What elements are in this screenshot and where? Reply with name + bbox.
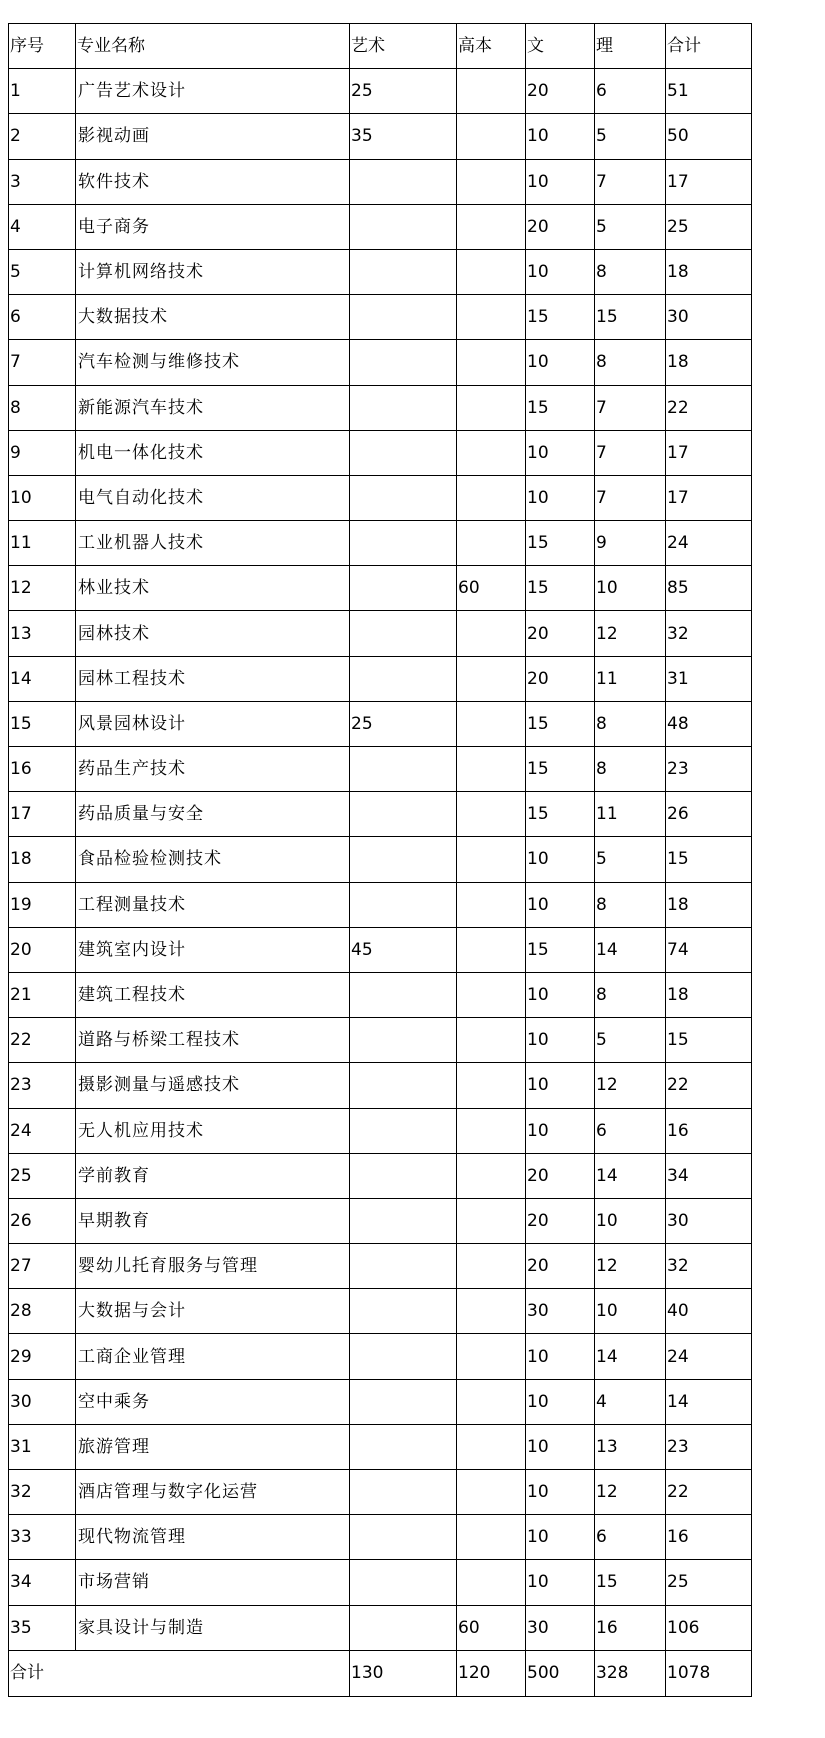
science-count: 15	[595, 295, 666, 340]
row-index: 33	[9, 1515, 76, 1560]
table-row	[9, 340, 752, 385]
science-count: 5	[595, 1018, 666, 1063]
liberal-arts-count: 10	[526, 1018, 595, 1063]
row-total: 50	[666, 114, 752, 159]
row-index: 6	[9, 295, 76, 340]
liberal-arts-count: 20	[526, 204, 595, 249]
gaoben-count	[457, 249, 526, 294]
liberal-arts-count: 30	[526, 1289, 595, 1334]
science-count: 11	[595, 656, 666, 701]
row-total: 26	[666, 792, 752, 837]
table-row	[9, 1605, 752, 1650]
header-index: 序号	[9, 24, 76, 69]
art-count	[350, 385, 457, 430]
table-row	[9, 430, 752, 475]
science-count: 13	[595, 1424, 666, 1469]
table-row	[9, 1334, 752, 1379]
major-name: 市场营销	[76, 1560, 350, 1605]
major-name: 摄影测量与遥感技术	[76, 1063, 350, 1108]
table-row	[9, 837, 752, 882]
science-count: 7	[595, 430, 666, 475]
liberal-arts-count: 20	[526, 1244, 595, 1289]
art-count	[350, 1198, 457, 1243]
science-count: 11	[595, 792, 666, 837]
art-count: 35	[350, 114, 457, 159]
gaoben-count	[457, 1018, 526, 1063]
art-count	[350, 295, 457, 340]
table-row	[9, 1063, 752, 1108]
row-index: 27	[9, 1244, 76, 1289]
row-total: 15	[666, 1018, 752, 1063]
art-count	[350, 837, 457, 882]
major-name: 药品质量与安全	[76, 792, 350, 837]
gaoben-count	[457, 475, 526, 520]
liberal-arts-count: 10	[526, 1424, 595, 1469]
gaoben-count	[457, 1108, 526, 1153]
gaoben-count	[457, 1424, 526, 1469]
total-art: 130	[350, 1650, 457, 1696]
row-total: 24	[666, 1334, 752, 1379]
gaoben-count	[457, 701, 526, 746]
science-count: 14	[595, 1334, 666, 1379]
art-count	[350, 1424, 457, 1469]
liberal-arts-count: 30	[526, 1605, 595, 1650]
gaoben-count	[457, 385, 526, 430]
science-count: 5	[595, 204, 666, 249]
science-count: 8	[595, 701, 666, 746]
liberal-arts-count: 10	[526, 1560, 595, 1605]
row-total: 51	[666, 69, 752, 114]
art-count: 25	[350, 701, 457, 746]
art-count	[350, 340, 457, 385]
major-name: 新能源汽车技术	[76, 385, 350, 430]
table-row	[9, 927, 752, 972]
row-total: 23	[666, 1424, 752, 1469]
major-name: 大数据与会计	[76, 1289, 350, 1334]
row-index: 34	[9, 1560, 76, 1605]
major-name: 家具设计与制造	[76, 1605, 350, 1650]
row-index: 30	[9, 1379, 76, 1424]
row-index: 18	[9, 837, 76, 882]
major-name: 药品生产技术	[76, 747, 350, 792]
row-total: 34	[666, 1153, 752, 1198]
liberal-arts-count: 10	[526, 882, 595, 927]
table-header-row	[9, 24, 752, 69]
table-row	[9, 882, 752, 927]
header-major-name: 专业名称	[76, 24, 350, 69]
major-name: 学前教育	[76, 1153, 350, 1198]
gaoben-count	[457, 69, 526, 114]
row-index: 2	[9, 114, 76, 159]
art-count	[350, 1153, 457, 1198]
gaoben-count	[457, 611, 526, 656]
gaoben-count	[457, 1153, 526, 1198]
science-count: 7	[595, 159, 666, 204]
major-name: 大数据技术	[76, 295, 350, 340]
row-total: 17	[666, 159, 752, 204]
science-count: 6	[595, 1108, 666, 1153]
liberal-arts-count: 10	[526, 1108, 595, 1153]
row-total: 18	[666, 882, 752, 927]
row-total: 30	[666, 1198, 752, 1243]
table-row	[9, 295, 752, 340]
science-count: 8	[595, 249, 666, 294]
table-row	[9, 1470, 752, 1515]
liberal-arts-count: 20	[526, 656, 595, 701]
row-index: 10	[9, 475, 76, 520]
art-count	[350, 656, 457, 701]
gaoben-count	[457, 1334, 526, 1379]
liberal-arts-count: 10	[526, 837, 595, 882]
gaoben-count	[457, 521, 526, 566]
row-index: 28	[9, 1289, 76, 1334]
art-count	[350, 249, 457, 294]
major-name: 软件技术	[76, 159, 350, 204]
liberal-arts-count: 10	[526, 340, 595, 385]
row-index: 20	[9, 927, 76, 972]
gaoben-count	[457, 837, 526, 882]
row-index: 24	[9, 1108, 76, 1153]
total-science: 328	[595, 1650, 666, 1696]
row-total: 30	[666, 295, 752, 340]
header-gaoben: 高本	[457, 24, 526, 69]
major-name: 园林技术	[76, 611, 350, 656]
row-index: 4	[9, 204, 76, 249]
art-count	[350, 882, 457, 927]
science-count: 14	[595, 927, 666, 972]
table-row	[9, 1244, 752, 1289]
major-name: 工业机器人技术	[76, 521, 350, 566]
table-row	[9, 1424, 752, 1469]
liberal-arts-count: 10	[526, 159, 595, 204]
art-count	[350, 611, 457, 656]
row-index: 8	[9, 385, 76, 430]
liberal-arts-count: 15	[526, 927, 595, 972]
row-total: 22	[666, 1063, 752, 1108]
liberal-arts-count: 15	[526, 747, 595, 792]
gaoben-count	[457, 1470, 526, 1515]
major-name: 林业技术	[76, 566, 350, 611]
gaoben-count	[457, 1244, 526, 1289]
major-name: 道路与桥梁工程技术	[76, 1018, 350, 1063]
gaoben-count	[457, 340, 526, 385]
row-index: 5	[9, 249, 76, 294]
major-name: 风景园林设计	[76, 701, 350, 746]
row-index: 12	[9, 566, 76, 611]
liberal-arts-count: 15	[526, 295, 595, 340]
science-count: 12	[595, 611, 666, 656]
row-index: 23	[9, 1063, 76, 1108]
gaoben-count: 60	[457, 1605, 526, 1650]
row-total: 22	[666, 1470, 752, 1515]
table-row	[9, 385, 752, 430]
major-name: 汽车检测与维修技术	[76, 340, 350, 385]
liberal-arts-count: 15	[526, 701, 595, 746]
table-row	[9, 656, 752, 701]
major-name: 婴幼儿托育服务与管理	[76, 1244, 350, 1289]
science-count: 14	[595, 1153, 666, 1198]
gaoben-count	[457, 1515, 526, 1560]
row-index: 16	[9, 747, 76, 792]
row-index: 31	[9, 1424, 76, 1469]
table-row	[9, 1198, 752, 1243]
major-name: 电气自动化技术	[76, 475, 350, 520]
row-total: 23	[666, 747, 752, 792]
total-gaoben: 120	[457, 1650, 526, 1696]
gaoben-count	[457, 656, 526, 701]
table-row	[9, 1289, 752, 1334]
major-name: 园林工程技术	[76, 656, 350, 701]
science-count: 9	[595, 521, 666, 566]
total-label: 合计	[9, 1650, 350, 1696]
row-total: 85	[666, 566, 752, 611]
science-count: 12	[595, 1063, 666, 1108]
table-row	[9, 159, 752, 204]
row-total: 16	[666, 1108, 752, 1153]
row-total: 25	[666, 1560, 752, 1605]
table-row	[9, 747, 752, 792]
table-row	[9, 114, 752, 159]
row-total: 18	[666, 972, 752, 1017]
table-row	[9, 1018, 752, 1063]
row-total: 15	[666, 837, 752, 882]
major-name: 早期教育	[76, 1198, 350, 1243]
art-count	[350, 1289, 457, 1334]
row-total: 18	[666, 249, 752, 294]
row-index: 21	[9, 972, 76, 1017]
row-total: 40	[666, 1289, 752, 1334]
row-index: 1	[9, 69, 76, 114]
row-index: 13	[9, 611, 76, 656]
table-row	[9, 1379, 752, 1424]
table-row	[9, 1108, 752, 1153]
major-name: 工商企业管理	[76, 1334, 350, 1379]
art-count	[350, 204, 457, 249]
liberal-arts-count: 10	[526, 114, 595, 159]
gaoben-count	[457, 882, 526, 927]
table-row	[9, 792, 752, 837]
gaoben-count	[457, 1560, 526, 1605]
grand-total: 1078	[666, 1650, 752, 1696]
row-index: 7	[9, 340, 76, 385]
science-count: 12	[595, 1470, 666, 1515]
liberal-arts-count: 10	[526, 249, 595, 294]
art-count	[350, 747, 457, 792]
row-total: 32	[666, 1244, 752, 1289]
row-index: 19	[9, 882, 76, 927]
art-count: 25	[350, 69, 457, 114]
header-science: 理	[595, 24, 666, 69]
major-name: 广告艺术设计	[76, 69, 350, 114]
gaoben-count	[457, 792, 526, 837]
science-count: 10	[595, 1289, 666, 1334]
row-total: 22	[666, 385, 752, 430]
science-count: 8	[595, 972, 666, 1017]
liberal-arts-count: 10	[526, 972, 595, 1017]
gaoben-count	[457, 1289, 526, 1334]
gaoben-count	[457, 1379, 526, 1424]
total-liberal-arts: 500	[526, 1650, 595, 1696]
gaoben-count	[457, 1198, 526, 1243]
science-count: 8	[595, 340, 666, 385]
science-count: 5	[595, 837, 666, 882]
liberal-arts-count: 15	[526, 521, 595, 566]
enrollment-plan-table	[8, 23, 752, 1697]
row-index: 17	[9, 792, 76, 837]
art-count	[350, 475, 457, 520]
art-count	[350, 1018, 457, 1063]
row-total: 14	[666, 1379, 752, 1424]
science-count: 7	[595, 385, 666, 430]
row-index: 25	[9, 1153, 76, 1198]
science-count: 8	[595, 747, 666, 792]
row-total: 74	[666, 927, 752, 972]
row-index: 14	[9, 656, 76, 701]
row-index: 15	[9, 701, 76, 746]
major-name: 影视动画	[76, 114, 350, 159]
science-count: 6	[595, 69, 666, 114]
art-count: 45	[350, 927, 457, 972]
liberal-arts-count: 10	[526, 1063, 595, 1108]
liberal-arts-count: 10	[526, 1379, 595, 1424]
major-name: 酒店管理与数字化运营	[76, 1470, 350, 1515]
table-row	[9, 1560, 752, 1605]
science-count: 4	[595, 1379, 666, 1424]
row-index: 26	[9, 1198, 76, 1243]
gaoben-count	[457, 295, 526, 340]
table-row	[9, 249, 752, 294]
liberal-arts-count: 10	[526, 475, 595, 520]
table-row	[9, 521, 752, 566]
major-name: 机电一体化技术	[76, 430, 350, 475]
art-count	[350, 159, 457, 204]
art-count	[350, 430, 457, 475]
table-row	[9, 69, 752, 114]
art-count	[350, 521, 457, 566]
science-count: 16	[595, 1605, 666, 1650]
row-index: 35	[9, 1605, 76, 1650]
row-total: 16	[666, 1515, 752, 1560]
science-count: 8	[595, 882, 666, 927]
art-count	[350, 1108, 457, 1153]
art-count	[350, 566, 457, 611]
gaoben-count	[457, 747, 526, 792]
gaoben-count	[457, 927, 526, 972]
row-total: 48	[666, 701, 752, 746]
art-count	[350, 1470, 457, 1515]
row-index: 29	[9, 1334, 76, 1379]
gaoben-count: 60	[457, 566, 526, 611]
table-row	[9, 475, 752, 520]
science-count: 10	[595, 566, 666, 611]
major-name: 旅游管理	[76, 1424, 350, 1469]
major-name: 空中乘务	[76, 1379, 350, 1424]
gaoben-count	[457, 114, 526, 159]
gaoben-count	[457, 1063, 526, 1108]
art-count	[350, 1560, 457, 1605]
row-index: 3	[9, 159, 76, 204]
liberal-arts-count: 10	[526, 430, 595, 475]
science-count: 7	[595, 475, 666, 520]
art-count	[350, 1515, 457, 1560]
art-count	[350, 792, 457, 837]
art-count	[350, 1244, 457, 1289]
row-index: 22	[9, 1018, 76, 1063]
row-index: 9	[9, 430, 76, 475]
liberal-arts-count: 20	[526, 69, 595, 114]
liberal-arts-count: 20	[526, 1153, 595, 1198]
total-row	[9, 1650, 752, 1696]
gaoben-count	[457, 972, 526, 1017]
row-index: 32	[9, 1470, 76, 1515]
major-name: 电子商务	[76, 204, 350, 249]
major-name: 工程测量技术	[76, 882, 350, 927]
science-count: 15	[595, 1560, 666, 1605]
liberal-arts-count: 10	[526, 1470, 595, 1515]
major-name: 现代物流管理	[76, 1515, 350, 1560]
major-name: 建筑室内设计	[76, 927, 350, 972]
art-count	[350, 1334, 457, 1379]
liberal-arts-count: 10	[526, 1334, 595, 1379]
science-count: 10	[595, 1198, 666, 1243]
row-total: 25	[666, 204, 752, 249]
row-total: 31	[666, 656, 752, 701]
art-count	[350, 1063, 457, 1108]
major-name: 食品检验检测技术	[76, 837, 350, 882]
art-count	[350, 1379, 457, 1424]
table-row	[9, 972, 752, 1017]
science-count: 12	[595, 1244, 666, 1289]
major-name: 无人机应用技术	[76, 1108, 350, 1153]
liberal-arts-count: 10	[526, 1515, 595, 1560]
table-row	[9, 1515, 752, 1560]
major-name: 计算机网络技术	[76, 249, 350, 294]
row-total: 24	[666, 521, 752, 566]
science-count: 6	[595, 1515, 666, 1560]
row-total: 17	[666, 475, 752, 520]
table-row	[9, 566, 752, 611]
row-total: 18	[666, 340, 752, 385]
gaoben-count	[457, 204, 526, 249]
row-total: 106	[666, 1605, 752, 1650]
art-count	[350, 1605, 457, 1650]
table-row	[9, 701, 752, 746]
table-row	[9, 1153, 752, 1198]
gaoben-count	[457, 430, 526, 475]
header-liberal-arts: 文	[526, 24, 595, 69]
science-count: 5	[595, 114, 666, 159]
major-name: 建筑工程技术	[76, 972, 350, 1017]
liberal-arts-count: 20	[526, 611, 595, 656]
art-count	[350, 972, 457, 1017]
header-total: 合计	[666, 24, 752, 69]
liberal-arts-count: 15	[526, 792, 595, 837]
liberal-arts-count: 20	[526, 1198, 595, 1243]
liberal-arts-count: 15	[526, 566, 595, 611]
row-total: 32	[666, 611, 752, 656]
table-row	[9, 204, 752, 249]
table-row	[9, 611, 752, 656]
liberal-arts-count: 15	[526, 385, 595, 430]
row-index: 11	[9, 521, 76, 566]
row-total: 17	[666, 430, 752, 475]
header-art: 艺术	[350, 24, 457, 69]
gaoben-count	[457, 159, 526, 204]
